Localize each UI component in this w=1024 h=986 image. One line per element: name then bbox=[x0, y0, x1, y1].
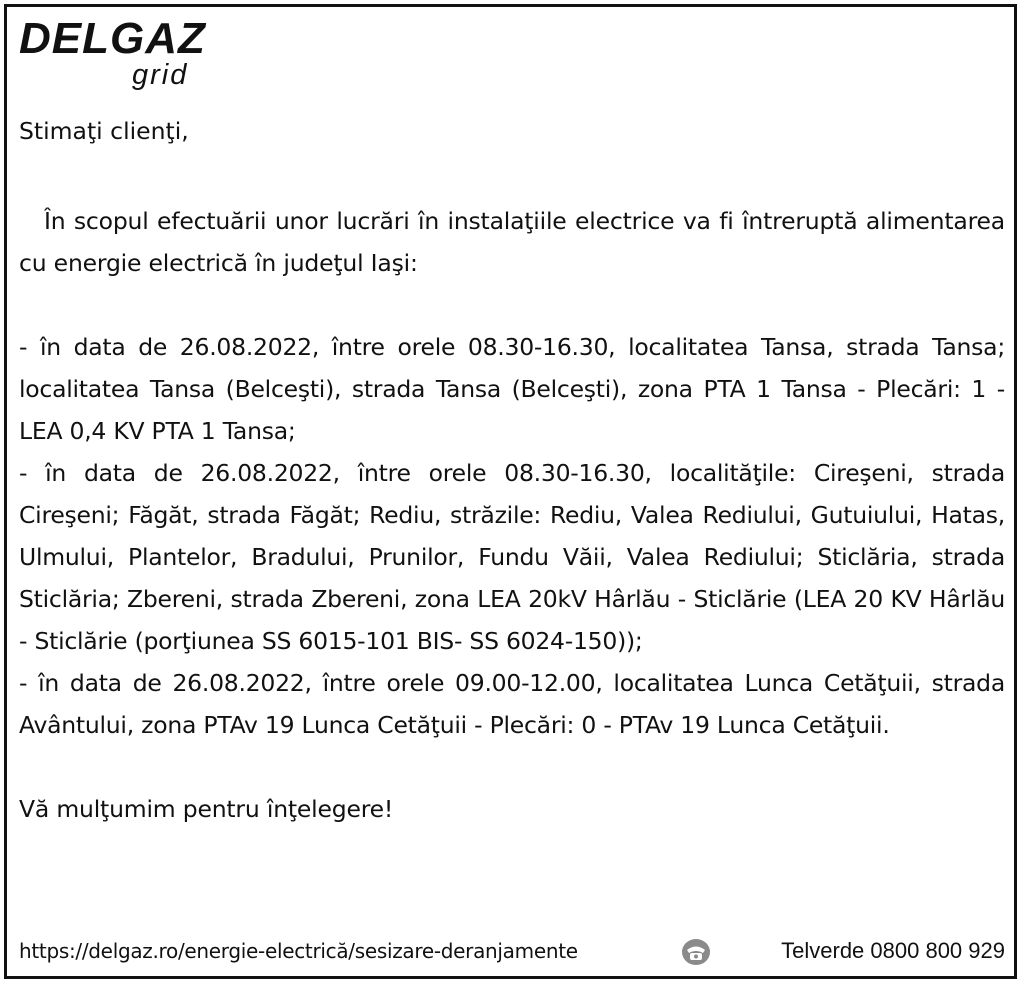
greeting: Stimaţi clienţi, bbox=[19, 117, 189, 145]
telephone-icon bbox=[681, 937, 711, 967]
delgaz-grid-logo bbox=[19, 14, 219, 94]
intro-paragraph: În scopul efectuării unor lucrări în instalaţiile electrice va fi întreruptă alimentarea cu energie electrică în judeţul Iaşi: bbox=[19, 207, 1005, 277]
outage-item-3: - în data de 26.08.2022, între orele 09.00-12.00, localitatea Lunca Cetăţuii, strada Avântului, zona PTAv 19 Lunca Cetăţuii - Plecări: 0 - PTAv 19 Lunca Cetăţuii. bbox=[19, 669, 1005, 739]
logo-sub-text: grid bbox=[132, 59, 189, 91]
outage-item-1: - în data de 26.08.2022, între orele 08.30-16.30, localitatea Tansa, strada Tansa; localitatea Tansa (Belceşti), strada Tansa (Belceşti), zona PTA 1 Tansa - Plecări: 1 - LEA 0,4 KV PTA 1 Tansa; bbox=[19, 333, 1005, 445]
hotline-number[interactable]: Telverde 0800 800 929 bbox=[781, 938, 1005, 963]
outage-item-2: - în data de 26.08.2022, între orele 08.30-16.30, localităţile: Cireşeni, strada Cireşeni; Făgăt, strada Făgăt; Rediu, străzile: Rediu, Valea Rediului, Gutuiului, Hatas, Ulmului, Plantelor, Bradului, Prunilor, Fundu Văii, Valea Rediului; Sticlăria, strada Sticlăria; Zbereni, strada Zbereni, zona LEA 20kV Hârlău - Sticlărie (LEA 20 KV Hârlău - Sticlărie (porţiunea SS 6015-101 BIS- SS 6024-150)); bbox=[19, 459, 1005, 655]
spacer bbox=[19, 152, 1005, 200]
logo-main-text: DELGAZ bbox=[19, 14, 206, 63]
footer bbox=[19, 935, 1005, 967]
notice-body bbox=[19, 110, 1005, 830]
closing-line: Vă mulţumim pentru înţelegere! bbox=[19, 795, 394, 823]
spacer bbox=[19, 284, 1005, 326]
footer-url-link[interactable]: https://delgaz.ro/energie-electrică/sesizare-deranjamente bbox=[19, 939, 578, 963]
spacer bbox=[19, 746, 1005, 788]
